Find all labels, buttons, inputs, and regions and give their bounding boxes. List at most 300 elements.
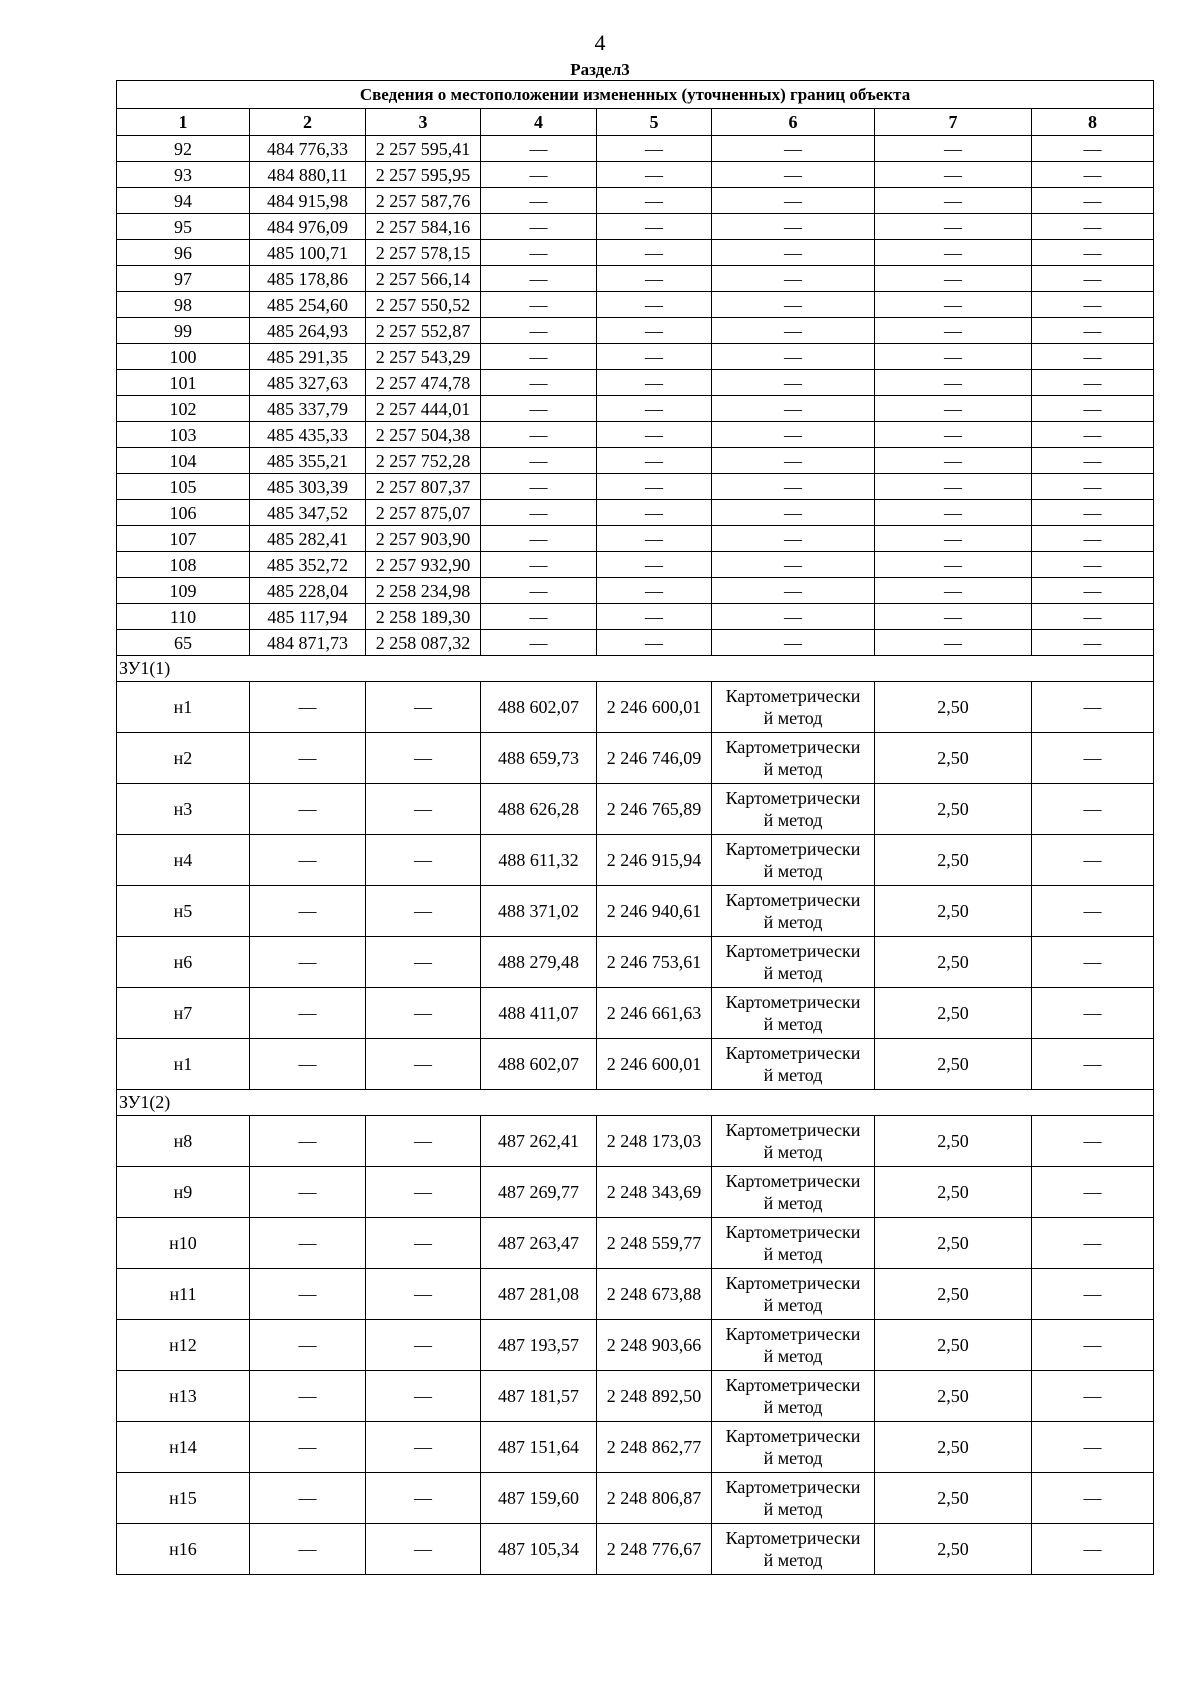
table-row — [117, 188, 1154, 214]
y-coordinate-cell: — — [366, 988, 481, 1039]
y-coordinate-cell: — — [366, 835, 481, 886]
description-cell: — — [1032, 1269, 1154, 1320]
new-x-cell: 487 269,77 — [481, 1167, 597, 1218]
accuracy-cell: 2,50 — [875, 1371, 1032, 1422]
new-y-cell: — — [597, 188, 712, 214]
y-coordinate-cell: 2 257 807,37 — [366, 474, 481, 500]
y-coordinate-cell: — — [366, 1116, 481, 1167]
point-number-cell: н16 — [117, 1524, 250, 1575]
new-x-cell: — — [481, 396, 597, 422]
description-cell: — — [1032, 1371, 1154, 1422]
method-cell — [712, 682, 875, 733]
accuracy-cell: 2,50 — [875, 1218, 1032, 1269]
table-row — [117, 578, 1154, 604]
table-row — [117, 1320, 1154, 1371]
new-y-cell: — — [597, 552, 712, 578]
method-text-line1: Картометрически — [725, 1426, 861, 1446]
description-cell: — — [1032, 1473, 1154, 1524]
method-cell — [712, 1269, 875, 1320]
description-cell: — — [1032, 344, 1154, 370]
description-cell: — — [1032, 784, 1154, 835]
y-coordinate-cell: 2 257 474,78 — [366, 370, 481, 396]
new-y-cell: 2 246 915,94 — [597, 835, 712, 886]
method-cell — [712, 1116, 875, 1167]
point-number-cell: н13 — [117, 1371, 250, 1422]
new-x-cell: — — [481, 500, 597, 526]
table-row — [117, 1218, 1154, 1269]
description-cell: — — [1032, 318, 1154, 344]
y-coordinate-cell: 2 257 504,38 — [366, 422, 481, 448]
new-y-cell: — — [597, 162, 712, 188]
description-cell: — — [1032, 214, 1154, 240]
accuracy-cell: 2,50 — [875, 784, 1032, 835]
accuracy-cell: 2,50 — [875, 835, 1032, 886]
x-coordinate-cell: — — [250, 1167, 366, 1218]
table-row — [117, 1422, 1154, 1473]
y-coordinate-cell: — — [366, 733, 481, 784]
page-number: 4 — [594, 30, 606, 55]
description-cell: — — [1032, 552, 1154, 578]
x-coordinate-cell: — — [250, 1524, 366, 1575]
new-x-cell: 487 263,47 — [481, 1218, 597, 1269]
method-text-line2: й метод — [763, 1244, 823, 1264]
group-label: ЗУ1(1) — [117, 656, 1154, 682]
description-cell: — — [1032, 1422, 1154, 1473]
y-coordinate-cell: — — [366, 1320, 481, 1371]
x-coordinate-cell: 485 355,21 — [250, 448, 366, 474]
y-coordinate-cell: 2 258 189,30 — [366, 604, 481, 630]
point-number-cell: н10 — [117, 1218, 250, 1269]
accuracy-cell: — — [875, 552, 1032, 578]
y-coordinate-cell: 2 257 552,87 — [366, 318, 481, 344]
description-cell: — — [1032, 886, 1154, 937]
y-coordinate-cell: 2 257 752,28 — [366, 448, 481, 474]
new-y-cell: 2 248 559,77 — [597, 1218, 712, 1269]
x-coordinate-cell: — — [250, 1039, 366, 1090]
new-y-cell: — — [597, 240, 712, 266]
description-cell: — — [1032, 1116, 1154, 1167]
accuracy-cell: 2,50 — [875, 1422, 1032, 1473]
x-coordinate-cell: 484 776,33 — [250, 136, 366, 162]
table-row — [117, 1116, 1154, 1167]
method-text-line2: й метод — [763, 861, 823, 881]
y-coordinate-cell: 2 257 595,41 — [366, 136, 481, 162]
table-row — [117, 1269, 1154, 1320]
x-coordinate-cell: — — [250, 886, 366, 937]
new-y-cell: 2 248 862,77 — [597, 1422, 712, 1473]
x-coordinate-cell: — — [250, 682, 366, 733]
x-coordinate-cell: — — [250, 1320, 366, 1371]
table-row — [117, 266, 1154, 292]
method-cell: — — [712, 214, 875, 240]
new-x-cell: — — [481, 370, 597, 396]
method-text-line1: Картометрически — [725, 1528, 861, 1548]
method-text-line1: Картометрически — [725, 788, 861, 808]
point-number-cell: н11 — [117, 1269, 250, 1320]
method-cell — [712, 1039, 875, 1090]
column-number: 3 — [366, 109, 481, 136]
y-coordinate-cell: — — [366, 1524, 481, 1575]
method-text-line2: й метод — [763, 1499, 823, 1519]
point-number-cell: 96 — [117, 240, 250, 266]
method-cell: — — [712, 344, 875, 370]
description-cell: — — [1032, 682, 1154, 733]
table-row — [117, 733, 1154, 784]
y-coordinate-cell: — — [366, 1422, 481, 1473]
table-row — [117, 344, 1154, 370]
new-x-cell: — — [481, 266, 597, 292]
new-x-cell: — — [481, 526, 597, 552]
x-coordinate-cell: 485 337,79 — [250, 396, 366, 422]
method-text-line1: Картометрически — [725, 992, 861, 1012]
x-coordinate-cell: 485 435,33 — [250, 422, 366, 448]
y-coordinate-cell: — — [366, 1218, 481, 1269]
coordinates-table — [116, 80, 1154, 1575]
new-y-cell: 2 246 600,01 — [597, 682, 712, 733]
x-coordinate-cell: 485 100,71 — [250, 240, 366, 266]
description-cell: — — [1032, 988, 1154, 1039]
point-number-cell: 108 — [117, 552, 250, 578]
new-y-cell: 2 246 753,61 — [597, 937, 712, 988]
method-cell: — — [712, 422, 875, 448]
method-cell — [712, 1218, 875, 1269]
table-row — [117, 448, 1154, 474]
description-cell: — — [1032, 733, 1154, 784]
description-cell: — — [1032, 604, 1154, 630]
y-coordinate-cell: 2 257 875,07 — [366, 500, 481, 526]
method-cell — [712, 733, 875, 784]
point-number-cell: н1 — [117, 1039, 250, 1090]
new-x-cell: 488 602,07 — [481, 682, 597, 733]
accuracy-cell: — — [875, 292, 1032, 318]
point-number-cell: 110 — [117, 604, 250, 630]
description-cell: — — [1032, 474, 1154, 500]
point-number-cell: 101 — [117, 370, 250, 396]
table-row — [117, 630, 1154, 656]
table-row — [117, 370, 1154, 396]
accuracy-cell: 2,50 — [875, 1167, 1032, 1218]
new-y-cell: — — [597, 448, 712, 474]
accuracy-cell: — — [875, 604, 1032, 630]
method-text-line2: й метод — [763, 759, 823, 779]
method-cell: — — [712, 162, 875, 188]
new-y-cell: — — [597, 578, 712, 604]
point-number-cell: 106 — [117, 500, 250, 526]
x-coordinate-cell: — — [250, 1218, 366, 1269]
accuracy-cell: — — [875, 500, 1032, 526]
accuracy-cell: — — [875, 266, 1032, 292]
description-cell: — — [1032, 1320, 1154, 1371]
point-number-cell: н12 — [117, 1320, 250, 1371]
accuracy-cell: — — [875, 370, 1032, 396]
method-cell — [712, 1473, 875, 1524]
method-text-line1: Картометрически — [725, 1375, 861, 1395]
accuracy-cell: — — [875, 630, 1032, 656]
new-y-cell: 2 246 661,63 — [597, 988, 712, 1039]
point-number-cell: н9 — [117, 1167, 250, 1218]
method-cell — [712, 988, 875, 1039]
table-row — [117, 240, 1154, 266]
new-x-cell: 487 262,41 — [481, 1116, 597, 1167]
description-cell: — — [1032, 835, 1154, 886]
y-coordinate-cell: — — [366, 784, 481, 835]
new-y-cell: 2 248 776,67 — [597, 1524, 712, 1575]
method-text-line1: Картометрически — [725, 1120, 861, 1140]
x-coordinate-cell: 485 228,04 — [250, 578, 366, 604]
table-row — [117, 1524, 1154, 1575]
table-row — [117, 784, 1154, 835]
description-cell: — — [1032, 136, 1154, 162]
new-y-cell: — — [597, 526, 712, 552]
group-header-row — [117, 656, 1154, 682]
x-coordinate-cell: — — [250, 835, 366, 886]
new-x-cell: — — [481, 552, 597, 578]
group-label: ЗУ1(2) — [117, 1090, 1154, 1116]
new-x-cell: 488 371,02 — [481, 886, 597, 937]
x-coordinate-cell: 485 352,72 — [250, 552, 366, 578]
method-text-line2: й метод — [763, 1295, 823, 1315]
method-cell — [712, 784, 875, 835]
method-text-line2: й метод — [763, 1448, 823, 1468]
point-number-cell: 102 — [117, 396, 250, 422]
accuracy-cell: — — [875, 422, 1032, 448]
new-y-cell: 2 246 765,89 — [597, 784, 712, 835]
method-text-line1: Картометрически — [725, 1324, 861, 1344]
table-row — [117, 526, 1154, 552]
new-x-cell: — — [481, 240, 597, 266]
accuracy-cell: 2,50 — [875, 1269, 1032, 1320]
new-y-cell: 2 248 343,69 — [597, 1167, 712, 1218]
point-number-cell: 95 — [117, 214, 250, 240]
new-y-cell: — — [597, 604, 712, 630]
method-text-line2: й метод — [763, 1065, 823, 1085]
method-cell: — — [712, 266, 875, 292]
method-text-line1: Картометрически — [725, 1171, 861, 1191]
y-coordinate-cell: — — [366, 1039, 481, 1090]
new-y-cell: — — [597, 396, 712, 422]
new-x-cell: 488 279,48 — [481, 937, 597, 988]
y-coordinate-cell: 2 257 595,95 — [366, 162, 481, 188]
table-row — [117, 886, 1154, 937]
point-number-cell: 94 — [117, 188, 250, 214]
table-row — [117, 136, 1154, 162]
table-row — [117, 1039, 1154, 1090]
column-number: 4 — [481, 109, 597, 136]
x-coordinate-cell: 485 347,52 — [250, 500, 366, 526]
table-row — [117, 292, 1154, 318]
group-header-row — [117, 1090, 1154, 1116]
method-cell: — — [712, 500, 875, 526]
y-coordinate-cell: 2 258 234,98 — [366, 578, 481, 604]
table-row — [117, 937, 1154, 988]
new-y-cell: 2 246 600,01 — [597, 1039, 712, 1090]
new-y-cell: — — [597, 136, 712, 162]
x-coordinate-cell: — — [250, 1473, 366, 1524]
new-y-cell: — — [597, 214, 712, 240]
method-text-line1: Картометрически — [725, 737, 861, 757]
description-cell: — — [1032, 578, 1154, 604]
description-cell: — — [1032, 448, 1154, 474]
new-x-cell: — — [481, 318, 597, 344]
x-coordinate-cell: 485 178,86 — [250, 266, 366, 292]
accuracy-cell: — — [875, 318, 1032, 344]
column-number-row — [117, 109, 1154, 136]
table-body — [117, 136, 1154, 1575]
point-number-cell: 107 — [117, 526, 250, 552]
new-x-cell: — — [481, 214, 597, 240]
table-row — [117, 396, 1154, 422]
column-number: 8 — [1032, 109, 1154, 136]
accuracy-cell: 2,50 — [875, 682, 1032, 733]
point-number-cell: н14 — [117, 1422, 250, 1473]
point-number-cell: н8 — [117, 1116, 250, 1167]
accuracy-cell: 2,50 — [875, 937, 1032, 988]
description-cell: — — [1032, 630, 1154, 656]
method-text-line2: й метод — [763, 1397, 823, 1417]
y-coordinate-cell: — — [366, 937, 481, 988]
x-coordinate-cell: 484 915,98 — [250, 188, 366, 214]
method-cell — [712, 886, 875, 937]
new-y-cell: — — [597, 370, 712, 396]
point-number-cell: 92 — [117, 136, 250, 162]
new-x-cell: 488 659,73 — [481, 733, 597, 784]
method-text-line2: й метод — [763, 810, 823, 830]
x-coordinate-cell: — — [250, 1116, 366, 1167]
method-text-line2: й метод — [763, 1142, 823, 1162]
new-x-cell: — — [481, 136, 597, 162]
new-x-cell: 487 151,64 — [481, 1422, 597, 1473]
method-text-line2: й метод — [763, 1193, 823, 1213]
table-row — [117, 474, 1154, 500]
new-x-cell: 487 281,08 — [481, 1269, 597, 1320]
accuracy-cell: — — [875, 136, 1032, 162]
x-coordinate-cell: — — [250, 937, 366, 988]
accuracy-cell: — — [875, 396, 1032, 422]
point-number-cell: 99 — [117, 318, 250, 344]
table-row — [117, 682, 1154, 733]
method-text-line1: Картометрически — [725, 941, 861, 961]
new-x-cell: — — [481, 188, 597, 214]
point-number-cell: 100 — [117, 344, 250, 370]
method-text-line1: Картометрически — [725, 1477, 861, 1497]
x-coordinate-cell: 485 254,60 — [250, 292, 366, 318]
x-coordinate-cell: — — [250, 733, 366, 784]
method-text-line2: й метод — [763, 912, 823, 932]
accuracy-cell: 2,50 — [875, 1524, 1032, 1575]
new-x-cell: 487 159,60 — [481, 1473, 597, 1524]
new-y-cell: 2 248 806,87 — [597, 1473, 712, 1524]
new-x-cell: 488 602,07 — [481, 1039, 597, 1090]
description-cell: — — [1032, 1524, 1154, 1575]
column-number: 7 — [875, 109, 1032, 136]
method-text-line2: й метод — [763, 1346, 823, 1366]
new-y-cell: 2 248 673,88 — [597, 1269, 712, 1320]
point-number-cell: н15 — [117, 1473, 250, 1524]
point-number-cell: 65 — [117, 630, 250, 656]
section-title: Раздел3 — [570, 60, 630, 79]
method-cell: — — [712, 240, 875, 266]
y-coordinate-cell: 2 257 584,16 — [366, 214, 481, 240]
new-y-cell: — — [597, 474, 712, 500]
y-coordinate-cell: — — [366, 1371, 481, 1422]
method-cell: — — [712, 526, 875, 552]
new-y-cell: — — [597, 422, 712, 448]
point-number-cell: 97 — [117, 266, 250, 292]
table-row — [117, 988, 1154, 1039]
table-row — [117, 1167, 1154, 1218]
y-coordinate-cell: — — [366, 1269, 481, 1320]
accuracy-cell: 2,50 — [875, 1473, 1032, 1524]
y-coordinate-cell: 2 257 932,90 — [366, 552, 481, 578]
method-cell: — — [712, 552, 875, 578]
method-cell: — — [712, 396, 875, 422]
x-coordinate-cell: — — [250, 1269, 366, 1320]
x-coordinate-cell: 485 264,93 — [250, 318, 366, 344]
new-y-cell: 2 246 940,61 — [597, 886, 712, 937]
x-coordinate-cell: 484 976,09 — [250, 214, 366, 240]
x-coordinate-cell: — — [250, 1371, 366, 1422]
accuracy-cell: — — [875, 214, 1032, 240]
x-coordinate-cell: 485 303,39 — [250, 474, 366, 500]
method-text-line1: Картометрически — [725, 1222, 861, 1242]
method-text-line2: й метод — [763, 708, 823, 728]
accuracy-cell: — — [875, 578, 1032, 604]
x-coordinate-cell: — — [250, 988, 366, 1039]
y-coordinate-cell: 2 257 903,90 — [366, 526, 481, 552]
method-text-line2: й метод — [763, 1550, 823, 1570]
point-number-cell: 93 — [117, 162, 250, 188]
new-y-cell: — — [597, 266, 712, 292]
method-text-line1: Картометрически — [725, 1043, 861, 1063]
new-x-cell: — — [481, 292, 597, 318]
y-coordinate-cell: 2 257 566,14 — [366, 266, 481, 292]
new-x-cell: — — [481, 578, 597, 604]
method-cell: — — [712, 318, 875, 344]
accuracy-cell: — — [875, 526, 1032, 552]
point-number-cell: н5 — [117, 886, 250, 937]
point-number-cell: н1 — [117, 682, 250, 733]
accuracy-cell: 2,50 — [875, 988, 1032, 1039]
method-cell: — — [712, 292, 875, 318]
description-cell: — — [1032, 240, 1154, 266]
method-cell: — — [712, 188, 875, 214]
x-coordinate-cell: — — [250, 1422, 366, 1473]
new-x-cell: — — [481, 474, 597, 500]
x-coordinate-cell: 484 880,11 — [250, 162, 366, 188]
table-row — [117, 214, 1154, 240]
x-coordinate-cell: 485 282,41 — [250, 526, 366, 552]
method-cell: — — [712, 604, 875, 630]
method-cell — [712, 1371, 875, 1422]
y-coordinate-cell: 2 257 550,52 — [366, 292, 481, 318]
new-y-cell: — — [597, 318, 712, 344]
method-cell — [712, 1524, 875, 1575]
y-coordinate-cell: — — [366, 1473, 481, 1524]
point-number-cell: н2 — [117, 733, 250, 784]
new-x-cell: — — [481, 448, 597, 474]
new-x-cell: — — [481, 344, 597, 370]
description-cell: — — [1032, 396, 1154, 422]
method-cell: — — [712, 370, 875, 396]
y-coordinate-cell: 2 258 087,32 — [366, 630, 481, 656]
point-number-cell: 103 — [117, 422, 250, 448]
accuracy-cell: 2,50 — [875, 1039, 1032, 1090]
new-y-cell: 2 246 746,09 — [597, 733, 712, 784]
accuracy-cell: — — [875, 240, 1032, 266]
description-cell: — — [1032, 422, 1154, 448]
column-number: 6 — [712, 109, 875, 136]
point-number-cell: 109 — [117, 578, 250, 604]
